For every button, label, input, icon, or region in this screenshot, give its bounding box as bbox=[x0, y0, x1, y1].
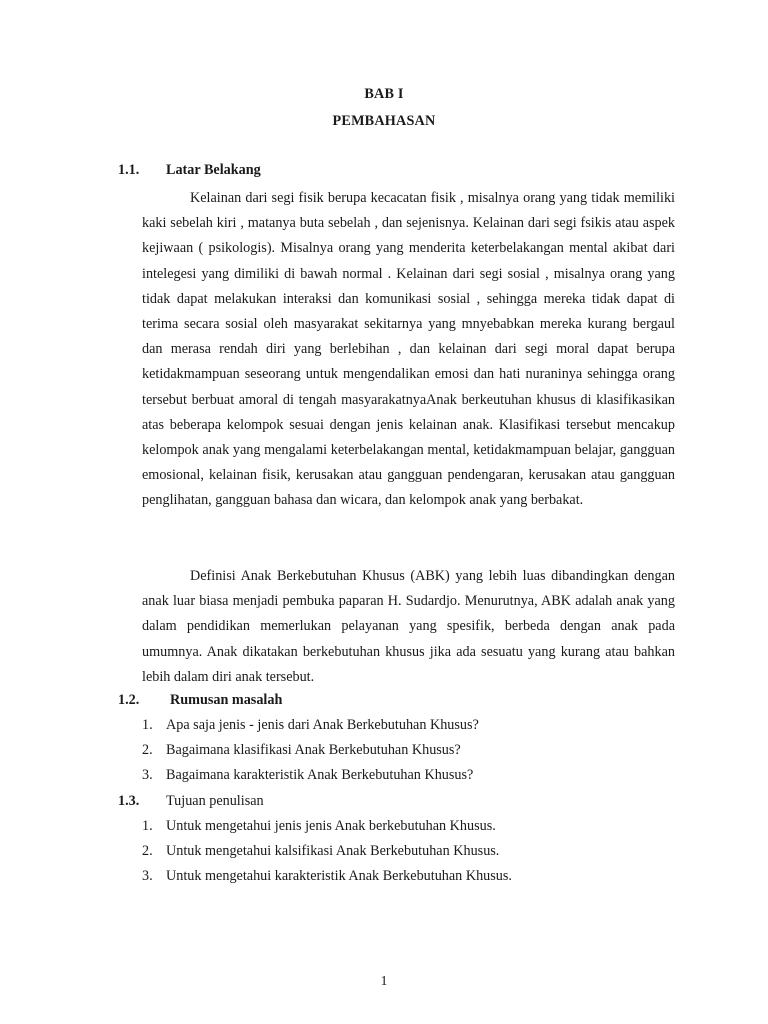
page-number: 1 bbox=[380, 974, 388, 989]
list-number: 1. bbox=[142, 818, 153, 834]
section-number: 1.1. bbox=[118, 162, 140, 178]
list-text: Untuk mengetahui karakteristik Anak Berkebutuhan Khusus. bbox=[166, 868, 512, 885]
section-title: Latar Belakang bbox=[166, 162, 261, 178]
list-item bbox=[142, 864, 512, 889]
list-number: 3. bbox=[142, 767, 153, 784]
list-text: Bagaimana karakteristik Anak Berkebutuhan Khusus? bbox=[166, 767, 474, 784]
section-number: 1.2. bbox=[118, 692, 140, 708]
section-title: Tujuan penulisan bbox=[166, 793, 264, 809]
list-text: Untuk mengetahui kalsifikasi Anak Berkebutuhan Khusus. bbox=[166, 843, 500, 860]
tujuan-penulisan-list bbox=[142, 814, 512, 890]
rumusan-masalah-list bbox=[142, 713, 479, 789]
list-text: Untuk mengetahui jenis jenis Anak berkebutuhan Khusus. bbox=[166, 818, 496, 834]
list-item bbox=[142, 738, 479, 763]
section-title: Rumusan masalah bbox=[170, 692, 283, 708]
list-text: Bagaimana klasifikasi Anak Berkebutuhan Khusus? bbox=[166, 742, 461, 759]
list-number: 2. bbox=[142, 843, 153, 860]
list-item bbox=[142, 713, 479, 738]
paragraph-latar-belakang-2: Definisi Anak Berkebutuhan Khusus (ABK) yang lebih luas dibandingkan dengan anak luar biasa menjadi pembuka paparan H. Sudardjo. Menurutnya, ABK adalah anak yang dalam pendidikan memerlukan pelayanan yang spesifik, berbeda dengan anak pada umumnya. Anak dikatakan berkebutuhan khusus jika ada sesuatu yang kurang atau bahkan lebih dalam diri anak tersebut. bbox=[142, 568, 675, 685]
list-item bbox=[142, 763, 479, 788]
section-number: 1.3. bbox=[118, 793, 140, 809]
list-number: 1. bbox=[142, 717, 153, 733]
list-item bbox=[142, 839, 512, 864]
list-number: 2. bbox=[142, 742, 153, 759]
chapter-title: PEMBAHASAN bbox=[332, 113, 436, 129]
chapter-label: BAB I bbox=[364, 86, 404, 102]
list-text: Apa saja jenis - jenis dari Anak Berkebutuhan Khusus? bbox=[166, 717, 479, 733]
list-item bbox=[142, 814, 512, 839]
paragraph-latar-belakang-1: Kelainan dari segi fisik berupa kecacatan fisik , misalnya orang yang tidak memiliki kaki sebelah kiri , matanya buta sebelah , dan sejenisnya. Kelainan dari segi fsikis atau aspek kejiwaan ( psikologis). Misalnya orang yang menderita keterbelakangan mental akibat dari intelegesi yang dimiliki di bawah normal . Kelainan dari segi sosial , misalnya orang yang tidak dapat melakukan interaksi dan komunikasi sosial , sehingga mereka tidak dapat di terima secara sosial oleh masyarakat sekitarnya yang mnyebabkan mereka kurang bergaul dan merasa rendah diri yang berlebihan , dan kelainan dari segi moral dapat berupa ketidakmampuan seseorang untuk mengendalikan emosi dan hati nuraninya sehingga orang tersebut berbuat amoral di tengah masyarakatnyaAnak berkeutuhan khusus di klasifikasikan atas beberapa kelompok sesuai dengan jenis kelainan anak. Klasifikasi tersebut mencakup kelompok anak yang mengalami keterbelakangan mental, ketidakmampuan belajar, gangguan emosional, kelainan fisik, kerusakan atau gangguan pendengaran, kerusakan atau gangguan penglihatan, gangguan bahasa dan wicara, dan kelompok anak yang berbakat. bbox=[142, 190, 675, 509]
list-number: 3. bbox=[142, 868, 153, 885]
